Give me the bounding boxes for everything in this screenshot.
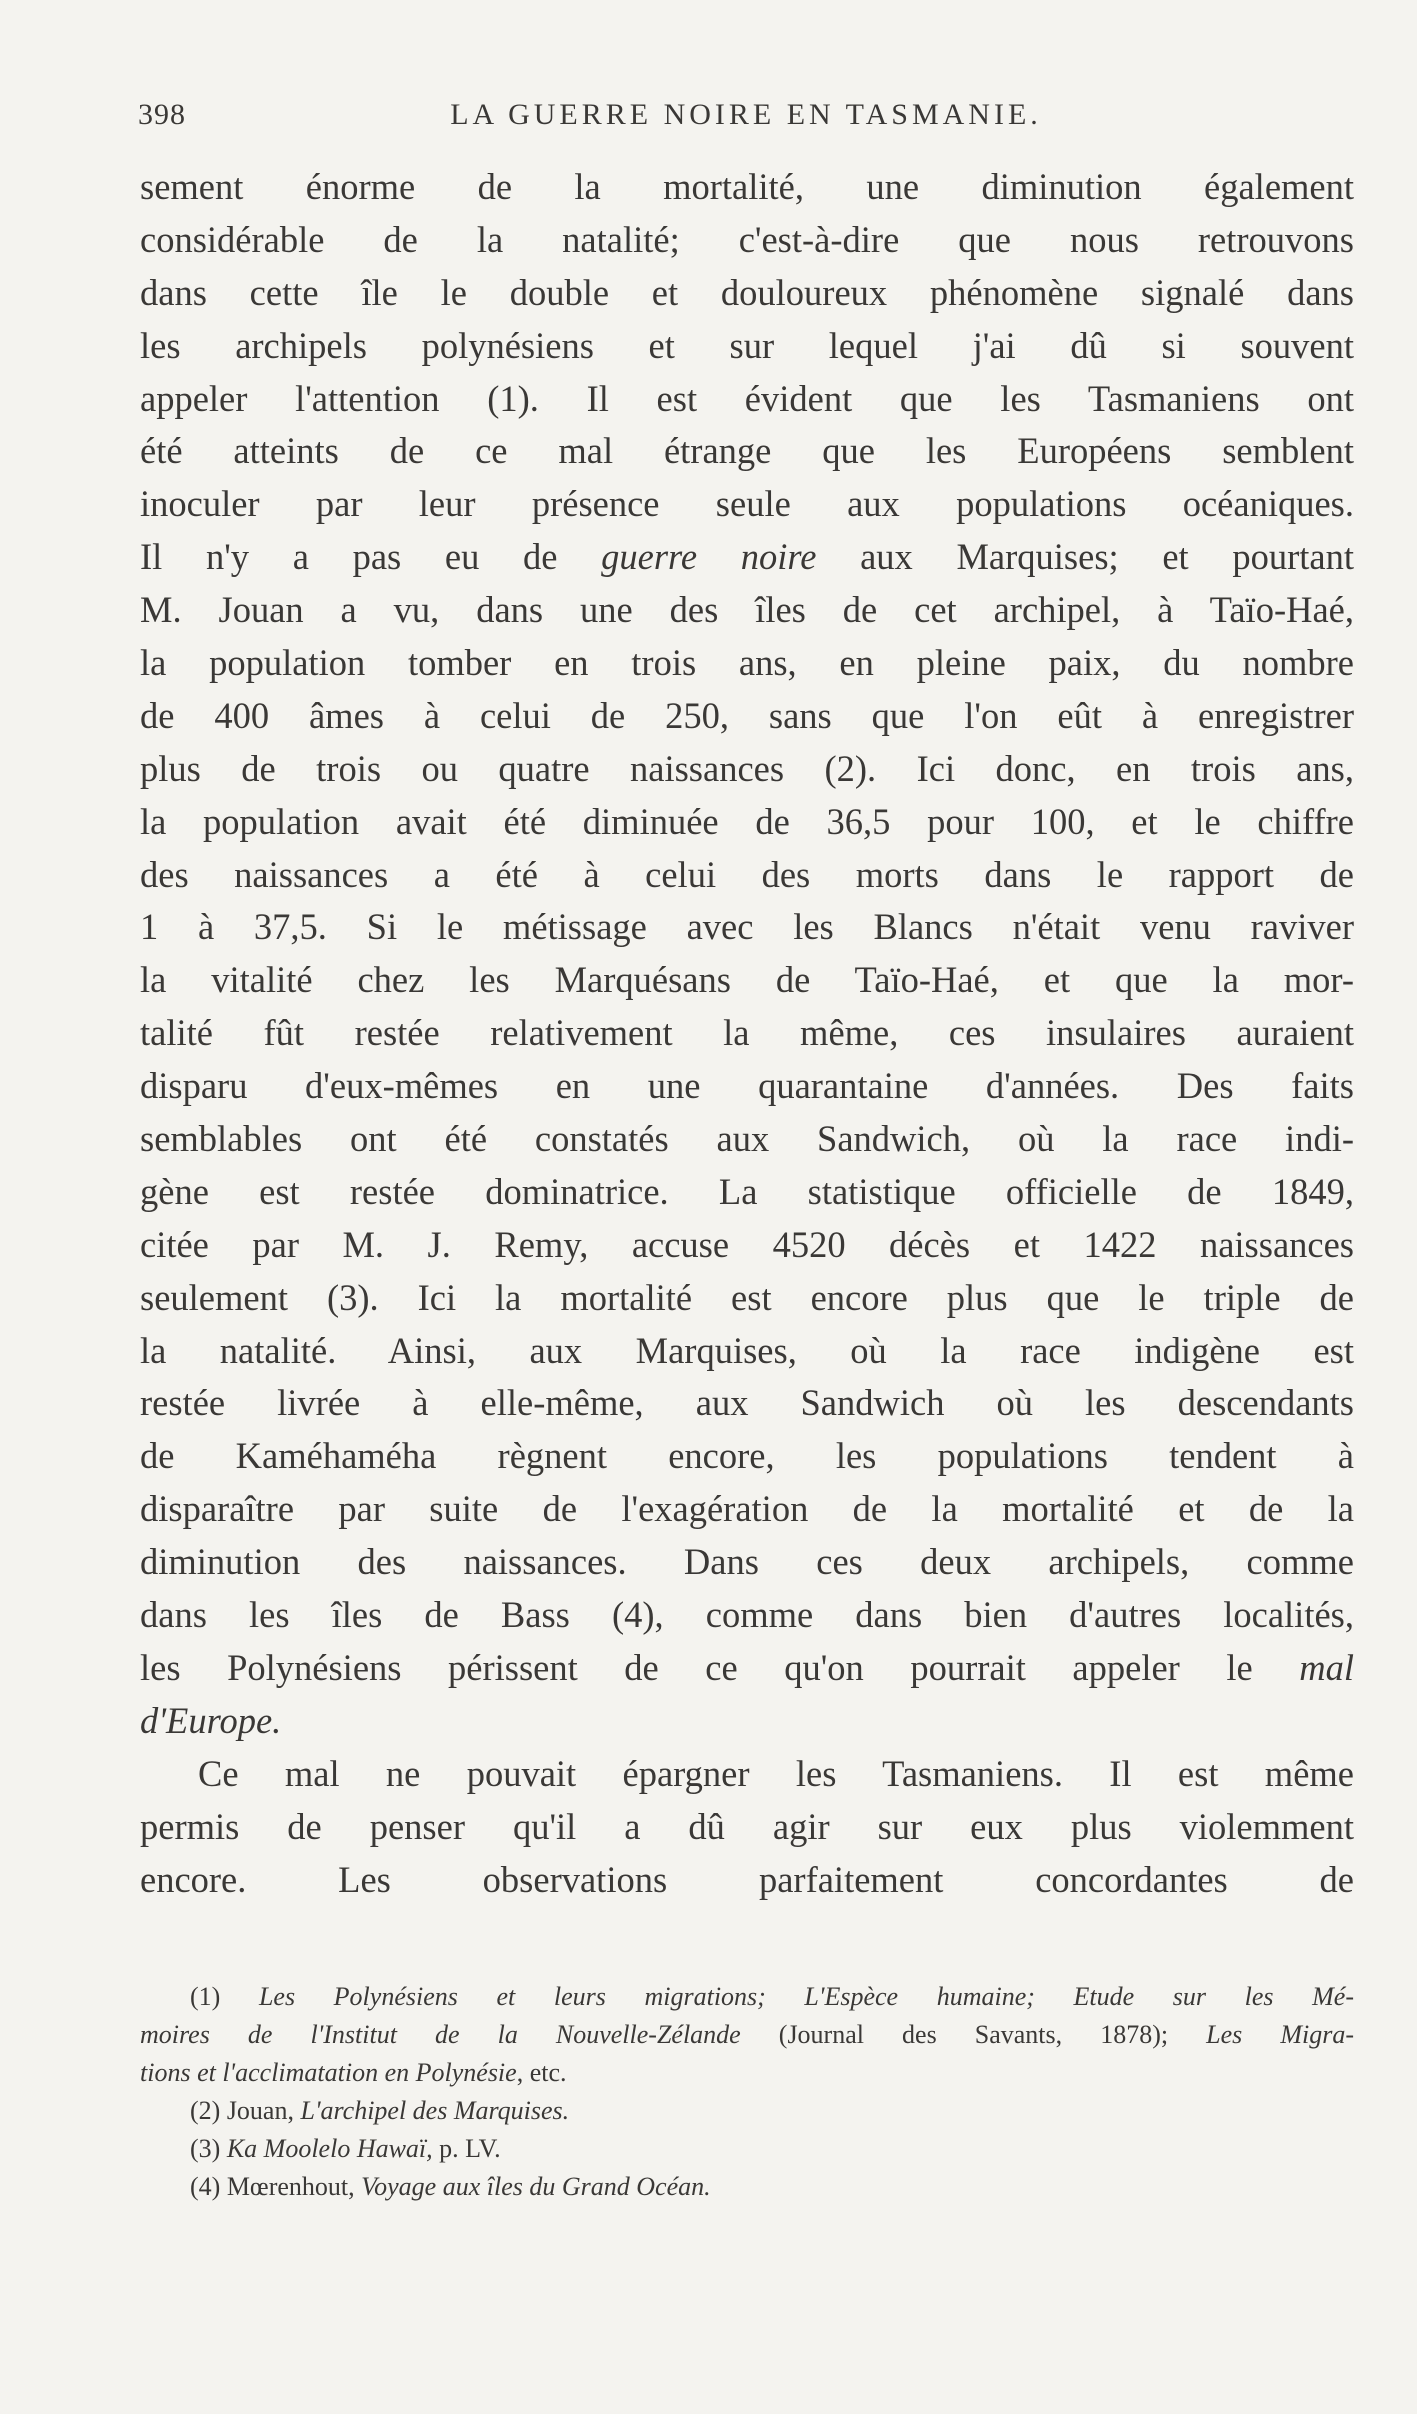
text-line: de Kaméhaméha règnent encore, les populations tendent à	[140, 1435, 1354, 1477]
text-line	[140, 1642, 1354, 1695]
text-line: considérable de la natalité; c'est-à-dire que nous retrouvons	[140, 218, 1354, 260]
text-run: aux Marquises; et pourtant	[816, 536, 1354, 578]
text-line: encore. Les observations parfaitement concordantes de	[140, 1858, 1354, 1900]
page-number: 398	[138, 98, 186, 131]
text-line	[140, 531, 1354, 584]
text-line: 1 à 37,5. Si le métissage avec les Blancs n'était venu raviver	[140, 906, 1354, 948]
text-line: talité fût restée relativement la même, ces insulaires auraient	[140, 1012, 1354, 1054]
text-line: seulement (3). Ici la mortalité est encore plus que le triple de	[140, 1276, 1354, 1318]
italic-term: d'Europe.	[140, 1699, 282, 1741]
text-run: les Polynésiens périssent de ce qu'on pourrait appeler le	[140, 1646, 1300, 1688]
footnote-3	[140, 2130, 1354, 2168]
footnote-text: Ka Moolelo Hawaï,	[226, 2134, 440, 2163]
footnote-text: L'archipel des Marquises.	[300, 2096, 570, 2125]
text-line: disparu d'eux-mêmes en une quarantaine d'années. Des faits	[140, 1065, 1354, 1107]
text-line: diminution des naissances. Dans ces deux archipels, comme	[140, 1541, 1354, 1583]
text-line: la natalité. Ainsi, aux Marquises, où la race indigène est	[140, 1329, 1354, 1371]
text-line: plus de trois ou quatre naissances (2). Ici donc, en trois ans,	[140, 747, 1354, 789]
text-line: des naissances a été à celui des morts dans le rapport de	[140, 853, 1354, 895]
footnote-marker: (2) Jouan,	[190, 2096, 301, 2125]
text-line	[140, 1695, 1354, 1748]
text-line: les archipels polynésiens et sur lequel j'ai dû si souvent	[140, 324, 1354, 366]
text-line: dans les îles de Bass (4), comme dans bien d'autres localités,	[140, 1594, 1354, 1636]
italic-term: guerre noire	[601, 536, 817, 578]
footnote-2	[140, 2092, 1354, 2130]
footnote-text: Les Migra-	[1206, 2020, 1354, 2049]
text-line: M. Jouan a vu, dans une des îles de cet archipel, à Taïo-Haé,	[140, 589, 1354, 631]
text-line: Ce mal ne pouvait épargner les Tasmaniens. Il est même	[198, 1752, 1354, 1794]
footnote-text: Voyage aux îles du Grand Océan.	[361, 2172, 711, 2201]
footnote-text: Les Polynésiens et leurs migrations; L'Espèce humaine; Etude sur les Mé-	[258, 1982, 1354, 2011]
text-line: la population tomber en trois ans, en pleine paix, du nombre	[140, 642, 1354, 684]
text-line: la population avait été diminuée de 36,5 pour 100, et le chiffre	[140, 800, 1354, 842]
text-line: appeler l'attention (1). Il est évident que les Tasmaniens ont	[140, 377, 1354, 419]
footnote-text: (Journal des Savants,	[778, 2020, 1101, 2049]
footnote-marker: (3)	[190, 2134, 227, 2163]
text-line: citée par M. J. Remy, accuse 4520 décès et 1422 naissances	[140, 1223, 1354, 1265]
footnote-1-cont	[140, 2054, 1354, 2092]
footnote-1-cont	[140, 2016, 1354, 2054]
footnote-text: p. LV.	[439, 2134, 501, 2163]
footnote-text: moires de l'Institut de la Nouvelle-Zélande	[140, 2020, 779, 2049]
text-line: sement énorme de la mortalité, une diminution également	[140, 166, 1354, 207]
footnote-text: tions et l'acclimatation en Polynésie	[140, 2058, 517, 2087]
footnotes	[140, 1978, 1354, 2206]
footnote-marker: (4) Mœrenhout,	[190, 2172, 362, 2201]
text-line: dans cette île le double et douloureux phénomène signalé dans	[140, 271, 1354, 313]
text-line: permis de penser qu'il a dû agir sur eux plus violemment	[140, 1805, 1354, 1847]
footnote-4	[140, 2168, 1354, 2206]
text-line: disparaître par suite de l'exagération de la mortalité et de la	[140, 1488, 1354, 1530]
text-run: Il n'y a pas eu de	[140, 536, 602, 578]
footnote-marker: (1)	[190, 1982, 259, 2011]
footnote-text: , etc.	[516, 2058, 567, 2087]
footnote-text: 1878);	[1100, 2020, 1207, 2049]
body-text	[140, 161, 1354, 1906]
text-line: été atteints de ce mal étrange que les Européens semblent	[140, 430, 1354, 472]
text-line: gène est restée dominatrice. La statistique officielle de 1849,	[140, 1170, 1354, 1212]
text-line: semblables ont été constatés aux Sandwich, où la race indi-	[140, 1118, 1354, 1160]
text-line: la vitalité chez les Marquésans de Taïo-Haé, et que la mor-	[140, 959, 1354, 1001]
footnote-1	[140, 1978, 1354, 2016]
running-title: LA GUERRE NOIRE EN TASMANIE.	[450, 98, 1042, 131]
running-header	[138, 98, 1354, 144]
italic-term: mal	[1299, 1646, 1354, 1688]
text-line: de 400 âmes à celui de 250, sans que l'on eût à enregistrer	[140, 694, 1354, 736]
text-line: restée livrée à elle-même, aux Sandwich où les descendants	[140, 1382, 1354, 1424]
text-line: inoculer par leur présence seule aux populations océaniques.	[140, 483, 1354, 525]
